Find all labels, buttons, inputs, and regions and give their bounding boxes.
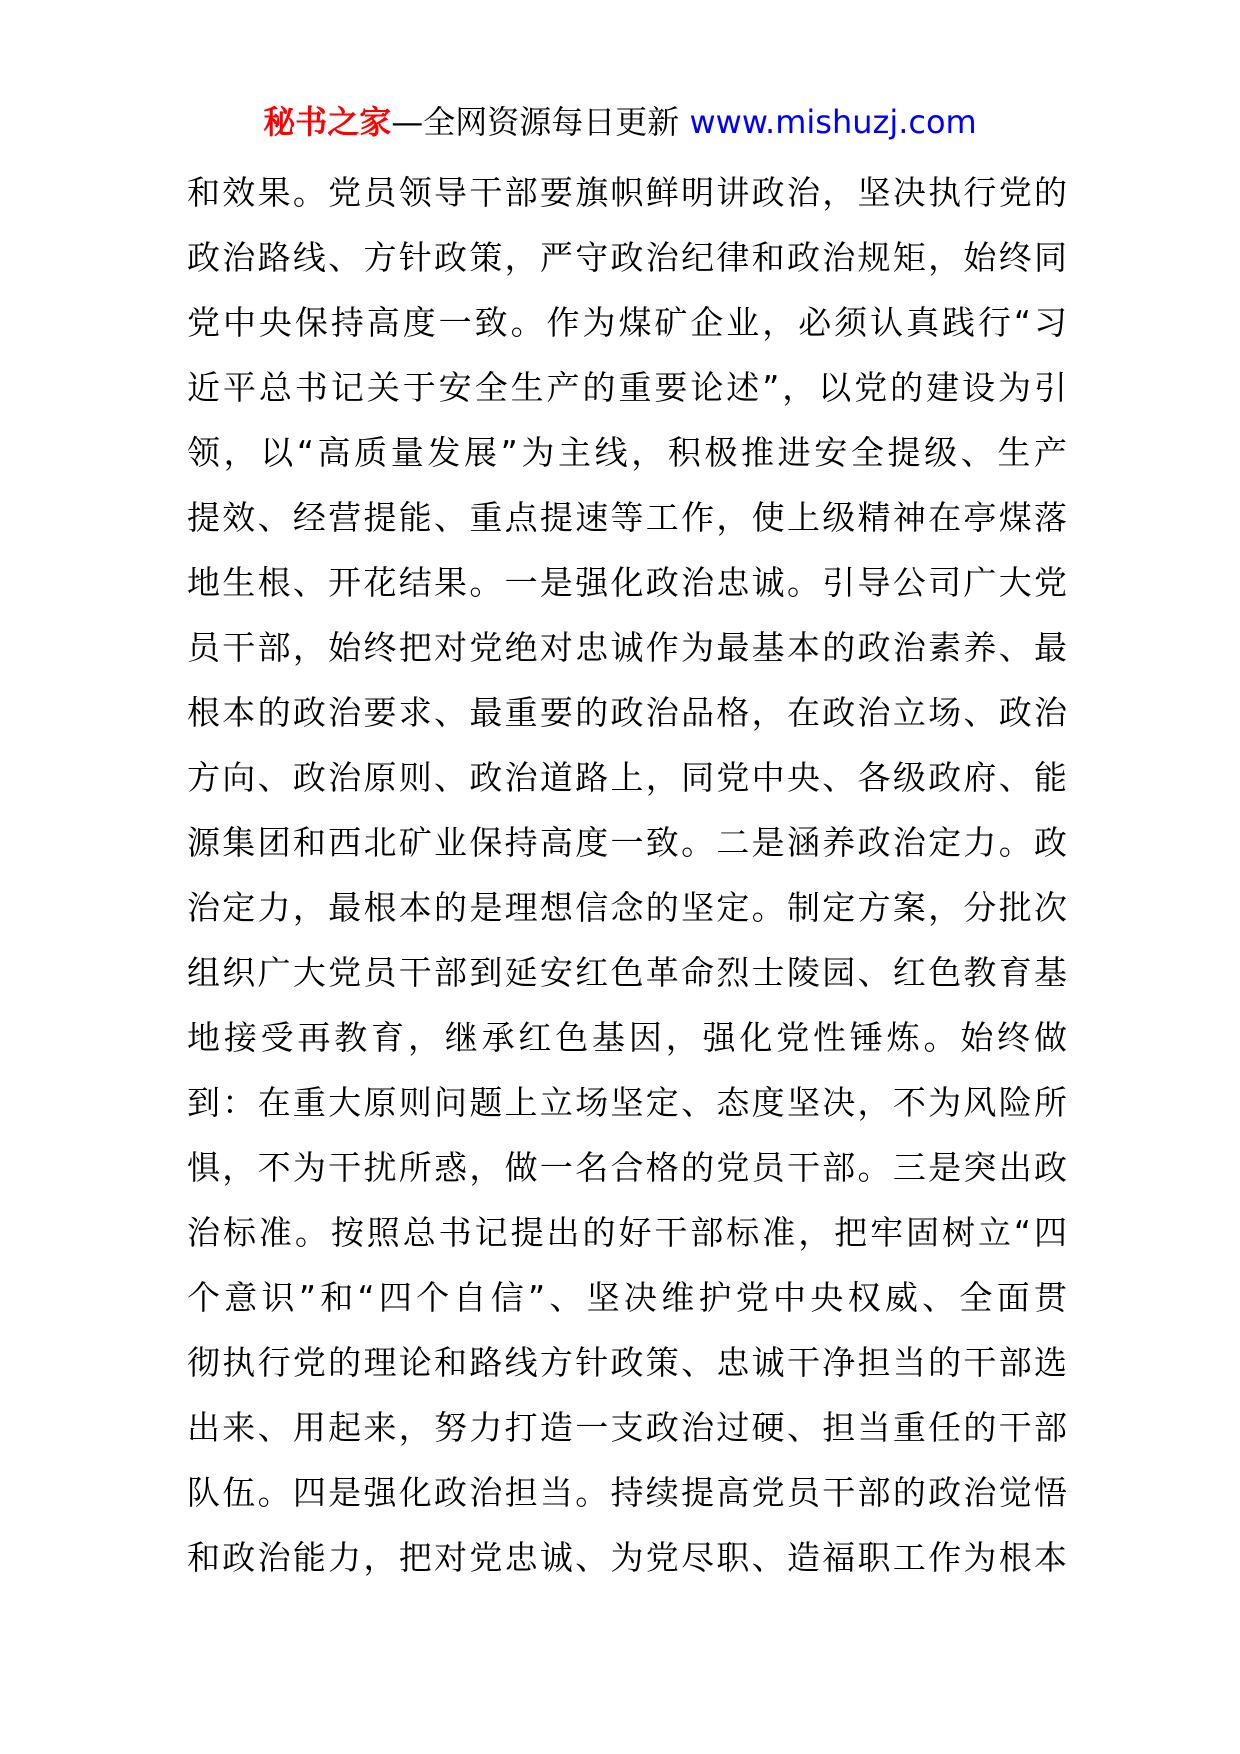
body-line: 到：在重大原则问题上立场坚定、态度坚决，不为风险所 — [187, 1083, 1067, 1122]
body-line: 提效、经营提能、重点提速等工作，使上级精神在亭煤落 — [187, 498, 1067, 537]
body-line: 治定力，最根本的是理想信念的坚定。制定方案，分批次 — [187, 888, 1067, 927]
body-line: 队伍。四是强化政治担当。持续提高党员干部的政治觉悟 — [187, 1473, 1067, 1512]
body-line: 彻执行党的理论和路线方针政策、忠诚干净担当的干部选 — [187, 1343, 1067, 1382]
body-line: 地接受再教育，继承红色基因，强化党性锤炼。始终做 — [187, 1018, 1067, 1057]
body-line: 出来、用起来，努力打造一支政治过硬、担当重任的干部 — [187, 1408, 1067, 1447]
body-line: 员干部，始终把对党绝对忠诚作为最基本的政治素养、最 — [187, 628, 1067, 667]
brand-name: 秘书之家 — [263, 103, 392, 141]
body-line: 政治路线、方针政策，严守政治纪律和政治规矩，始终同 — [187, 238, 1067, 277]
body-line: 治标准。按照总书记提出的好干部标准，把牢固树立“四 — [187, 1213, 1067, 1252]
body-line: 惧，不为干扰所惑，做一名合格的党员干部。三是突出政 — [187, 1148, 1067, 1187]
body-line: 源集团和西北矿业保持高度一致。二是涵养政治定力。政 — [187, 823, 1067, 862]
page-header — [0, 100, 1240, 144]
body-line: 根本的政治要求、最重要的政治品格，在政治立场、政治 — [187, 693, 1067, 732]
body-line: 地生根、开花结果。一是强化政治忠诚。引导公司广大党 — [187, 563, 1067, 602]
body-line: 近平总书记关于安全生产的重要论述”，以党的建设为引 — [187, 368, 1067, 407]
body-line: 党中央保持高度一致。作为煤矿企业，必须认真践行“习 — [187, 303, 1067, 342]
header-tagline: —全网资源每日更新 — [391, 103, 690, 141]
document-body — [187, 160, 1067, 1590]
body-line: 组织广大党员干部到延安红色革命烈士陵园、红色教育基 — [187, 953, 1067, 992]
body-line: 和政治能力，把对党忠诚、为党尽职、造福职工作为根本 — [187, 1538, 1067, 1577]
body-line: 领，以“高质量发展”为主线，积极推进安全提级、生产 — [187, 433, 1067, 472]
body-line: 和效果。党员领导干部要旗帜鲜明讲政治，坚决执行党的 — [187, 173, 1067, 212]
body-line: 个意识”和“四个自信”、坚决维护党中央权威、全面贯 — [187, 1278, 1067, 1317]
body-line: 方向、政治原则、政治道路上，同党中央、各级政府、能 — [187, 758, 1067, 797]
site-url-link[interactable]: www.mishuzj.com — [689, 103, 977, 141]
